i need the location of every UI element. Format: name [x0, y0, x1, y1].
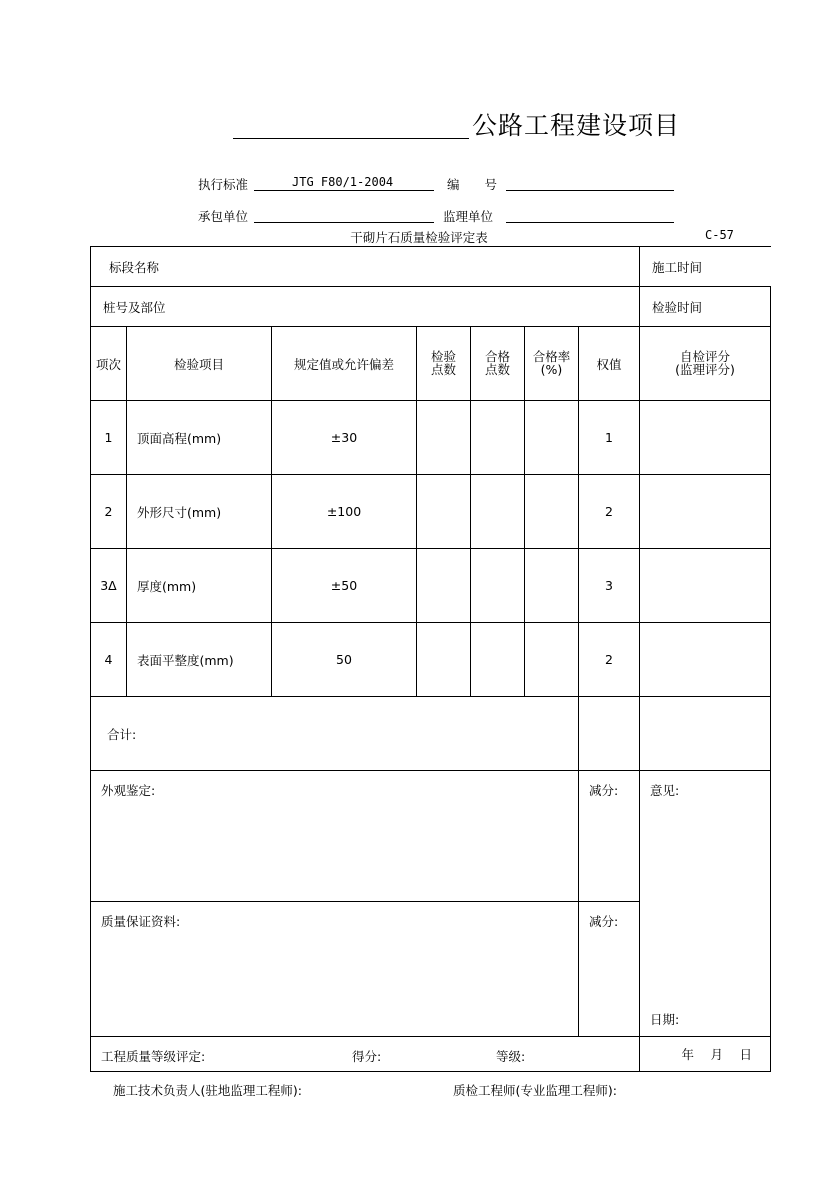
row-pass-points-cell[interactable]: [471, 475, 525, 549]
row-spec: ±30: [272, 401, 417, 475]
row-check-points-cell[interactable]: [417, 623, 471, 697]
number-label: 编 号: [447, 177, 498, 192]
col-check-points-2: 点数: [430, 362, 456, 377]
appearance-label: 外观鉴定:: [91, 771, 579, 902]
section-row: [91, 247, 771, 287]
row-self-score-cell[interactable]: [640, 623, 771, 697]
standard-value: JTG F80/1-2004: [292, 175, 394, 189]
row-self-score-cell[interactable]: [640, 549, 771, 623]
inspection-time-label: 检验时间: [640, 287, 771, 327]
table-row: [91, 401, 771, 475]
column-header-row: [91, 327, 771, 401]
row-check-points-cell[interactable]: [417, 549, 471, 623]
row-self-score-cell[interactable]: [640, 401, 771, 475]
appearance-deduction-label: 减分:: [579, 771, 640, 902]
opinion-label: 意见:: [650, 783, 680, 798]
construction-time-label: 施工时间: [640, 247, 771, 287]
page-title: 公路工程建设项目: [472, 111, 681, 140]
col-self-score-1: 自检评分: [679, 349, 730, 364]
quality-docs-deduction-label: 减分:: [579, 902, 640, 1037]
supervisor-label: 监理单位: [443, 209, 494, 224]
form-code: C-57: [705, 228, 734, 242]
table-row: [91, 475, 771, 549]
contractor-field[interactable]: [254, 222, 434, 223]
col-pass-rate-2: (%): [540, 362, 563, 377]
standard-label: 执行标准: [198, 177, 249, 192]
row-item: 表面平整度(mm): [127, 623, 272, 697]
grade-eval-label: 工程质量等级评定:: [101, 1049, 206, 1064]
table-row: [91, 549, 771, 623]
form-title: 干砌片石质量检验评定表: [350, 230, 488, 245]
row-spec: ±100: [272, 475, 417, 549]
row-item: 外形尺寸(mm): [127, 475, 272, 549]
row-weight: 2: [579, 623, 640, 697]
total-label: 合计:: [91, 697, 579, 771]
col-pass-rate: [525, 327, 579, 401]
col-spec-value: 规定值或允许偏差: [272, 327, 417, 401]
col-check-points-1: 检验: [430, 349, 456, 364]
standard-underline: [254, 190, 434, 191]
row-pass-points-cell[interactable]: [471, 549, 525, 623]
row-check-points-cell[interactable]: [417, 475, 471, 549]
col-item-no: 项次: [91, 327, 127, 401]
inspection-table: [90, 246, 771, 1072]
row-spec: ±50: [272, 549, 417, 623]
supervisor-field[interactable]: [506, 222, 674, 223]
col-pass-points-1: 合格: [484, 349, 510, 364]
row-spec: 50: [272, 623, 417, 697]
row-pass-rate-cell[interactable]: [525, 401, 579, 475]
row-no: 4: [91, 623, 127, 697]
row-check-points-cell[interactable]: [417, 401, 471, 475]
row-pass-points-cell[interactable]: [471, 401, 525, 475]
row-item: 厚度(mm): [127, 549, 272, 623]
opinion-cell[interactable]: [640, 771, 771, 1037]
station-label: 桩号及部位: [91, 287, 640, 327]
col-check-points: [417, 327, 471, 401]
col-pass-points: [471, 327, 525, 401]
row-weight: 1: [579, 401, 640, 475]
row-self-score-cell[interactable]: [640, 475, 771, 549]
row-item: 顶面高程(mm): [127, 401, 272, 475]
grade-label: 等级:: [496, 1049, 526, 1064]
grade-row: [91, 1037, 771, 1072]
contractor-label: 承包单位: [198, 209, 249, 224]
col-self-score: [640, 327, 771, 401]
date-format: 年 月 日: [640, 1037, 771, 1072]
score-label: 得分:: [352, 1049, 382, 1064]
construction-lead-signature-label: 施工技术负责人(驻地监理工程师):: [113, 1083, 302, 1098]
col-pass-points-2: 点数: [484, 362, 510, 377]
col-weight: 权值: [579, 327, 640, 401]
row-pass-rate-cell[interactable]: [525, 549, 579, 623]
row-pass-rate-cell[interactable]: [525, 623, 579, 697]
number-field[interactable]: [506, 190, 674, 191]
section-name-label: 标段名称: [91, 247, 640, 287]
table-row: [91, 623, 771, 697]
total-weight-cell[interactable]: [579, 697, 640, 771]
date-label: 日期:: [650, 1012, 680, 1027]
col-pass-rate-1: 合格率: [532, 349, 571, 364]
quality-engineer-signature-label: 质检工程师(专业监理工程师):: [453, 1083, 617, 1098]
row-weight: 3: [579, 549, 640, 623]
col-inspection-item: 检验项目: [127, 327, 272, 401]
row-no: 1: [91, 401, 127, 475]
row-weight: 2: [579, 475, 640, 549]
quality-docs-label: 质量保证资料:: [91, 902, 579, 1037]
project-name-blank-line[interactable]: [233, 138, 469, 139]
row-pass-points-cell[interactable]: [471, 623, 525, 697]
total-row: [91, 697, 771, 771]
station-row: [91, 287, 771, 327]
row-no: 2: [91, 475, 127, 549]
row-pass-rate-cell[interactable]: [525, 475, 579, 549]
row-no: 3Δ: [91, 549, 127, 623]
grade-eval-cell: [91, 1037, 640, 1072]
appearance-row: [91, 771, 771, 902]
col-self-score-2: (监理评分): [675, 362, 735, 377]
total-score-cell[interactable]: [640, 697, 771, 771]
